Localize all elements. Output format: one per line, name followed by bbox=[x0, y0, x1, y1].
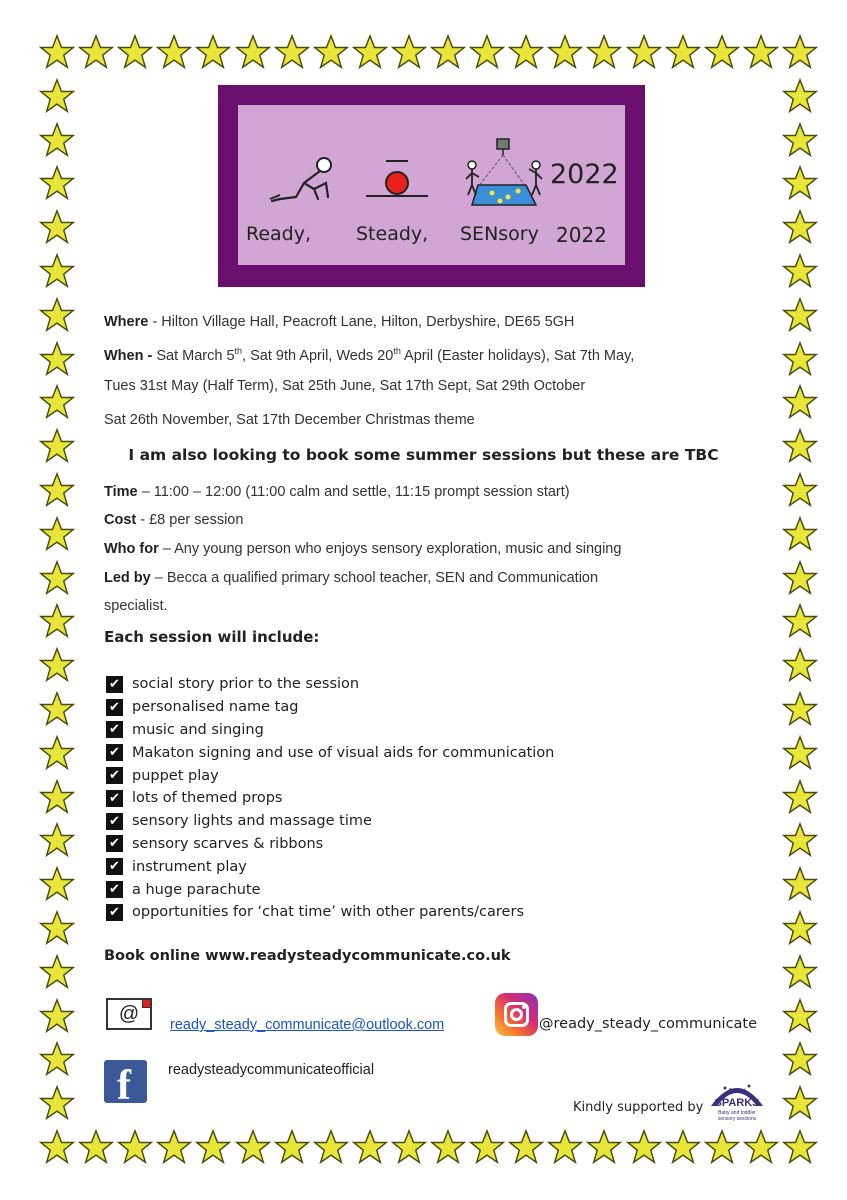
star-icon bbox=[782, 866, 818, 902]
star-icon bbox=[782, 341, 818, 377]
facebook-glyph: f bbox=[117, 1063, 131, 1103]
star-icon bbox=[586, 34, 622, 70]
crawling-figure-icon bbox=[266, 153, 336, 205]
include-item bbox=[106, 764, 554, 787]
star-icon bbox=[547, 34, 583, 70]
time-line bbox=[104, 484, 570, 500]
include-item-label: a huge parachute bbox=[132, 881, 261, 898]
star-icon bbox=[39, 1085, 75, 1121]
checkbox-tick-icon: ✔ bbox=[106, 835, 123, 852]
include-item-label: instrument play bbox=[132, 858, 247, 875]
email-notification-dot bbox=[142, 999, 151, 1008]
include-item bbox=[106, 833, 554, 856]
star-icon bbox=[39, 165, 75, 201]
star-icon bbox=[508, 34, 544, 70]
include-item-label: social story prior to the session bbox=[132, 676, 360, 693]
checkbox-tick-icon: ✔ bbox=[106, 881, 123, 898]
checkbox-tick-icon: ✔ bbox=[106, 858, 123, 875]
star-icon bbox=[782, 1041, 818, 1077]
when-part-2: , Sat 9th April, Weds 20 bbox=[242, 347, 394, 364]
star-icon bbox=[39, 472, 75, 508]
where-value: - Hilton Village Hall, Peacroft Lane, Hilton, Derbyshire, DE65 5GH bbox=[152, 314, 575, 330]
led-by-value: – Becca a qualified primary school teacher, SEN and Communication bbox=[150, 570, 599, 586]
when-line-1 bbox=[104, 346, 634, 364]
star-icon bbox=[313, 34, 349, 70]
star-icon bbox=[782, 735, 818, 771]
include-item-label: puppet play bbox=[132, 767, 219, 784]
star-icon bbox=[782, 910, 818, 946]
star-icon bbox=[782, 78, 818, 114]
star-icon bbox=[391, 34, 427, 70]
email-link[interactable]: ready_steady_communicate@outlook.com bbox=[170, 1017, 445, 1033]
star-icon bbox=[782, 779, 818, 815]
star-icon bbox=[39, 122, 75, 158]
include-item bbox=[106, 855, 554, 878]
where-label: Where bbox=[104, 314, 149, 330]
led-by-line bbox=[104, 570, 598, 586]
when-part-3: April (Easter holidays), Sat 7th May, bbox=[400, 347, 635, 364]
star-icon bbox=[39, 603, 75, 639]
star-icon bbox=[782, 122, 818, 158]
star-icon bbox=[39, 253, 75, 289]
star-icon bbox=[626, 1129, 662, 1165]
checkbox-tick-icon: ✔ bbox=[106, 699, 123, 716]
star-icon bbox=[782, 209, 818, 245]
star-icon bbox=[39, 560, 75, 596]
star-icon bbox=[39, 779, 75, 815]
email-at-glyph: @ bbox=[118, 1003, 140, 1025]
star-icon bbox=[782, 1085, 818, 1121]
include-item bbox=[106, 878, 554, 901]
baby-sparks-logo bbox=[705, 1076, 769, 1126]
star-icon bbox=[195, 34, 231, 70]
star-icon bbox=[39, 691, 75, 727]
star-icon bbox=[508, 1129, 544, 1165]
star-icon bbox=[743, 1129, 779, 1165]
star-icon bbox=[39, 735, 75, 771]
star-icon bbox=[704, 1129, 740, 1165]
star-icon bbox=[156, 1129, 192, 1165]
banner-year-top: 2022 bbox=[550, 159, 619, 190]
instagram-handle: @ready_steady_communicate bbox=[539, 1016, 758, 1032]
star-icon bbox=[782, 297, 818, 333]
when-part-1: Sat March 5 bbox=[152, 347, 235, 364]
star-icon bbox=[469, 1129, 505, 1165]
star-icon bbox=[430, 34, 466, 70]
star-icon bbox=[430, 1129, 466, 1165]
cost-value: - £8 per session bbox=[136, 512, 244, 528]
star-icon bbox=[39, 1041, 75, 1077]
checkbox-tick-icon: ✔ bbox=[106, 813, 123, 830]
include-item-label: Makaton signing and use of visual aids for communication bbox=[132, 744, 555, 761]
banner-label-ready: Ready, bbox=[246, 223, 312, 245]
includes-heading: Each session will include: bbox=[104, 628, 320, 646]
star-icon bbox=[352, 1129, 388, 1165]
star-icon bbox=[39, 822, 75, 858]
banner-label-sensory: SENsory bbox=[460, 223, 539, 245]
include-item bbox=[106, 810, 554, 833]
star-icon bbox=[39, 209, 75, 245]
star-icon bbox=[547, 1129, 583, 1165]
checkbox-tick-icon: ✔ bbox=[106, 904, 123, 921]
star-icon bbox=[782, 253, 818, 289]
star-icon bbox=[782, 34, 818, 70]
star-icon bbox=[39, 647, 75, 683]
time-label: Time bbox=[104, 484, 138, 500]
when-sup-2: th bbox=[393, 346, 401, 356]
include-item bbox=[106, 719, 554, 742]
star-icon bbox=[117, 34, 153, 70]
include-item bbox=[106, 741, 554, 764]
star-icon bbox=[156, 34, 192, 70]
facebook-icon[interactable] bbox=[104, 1060, 147, 1103]
facebook-handle: readysteadycommunicateofficial bbox=[168, 1062, 375, 1078]
who-for-value: – Any young person who enjoys sensory exploration, music and singing bbox=[158, 541, 622, 557]
star-icon bbox=[704, 34, 740, 70]
time-value: – 11:00 – 12:00 (11:00 calm and settle, 11:15 prompt session start) bbox=[137, 484, 570, 500]
include-item bbox=[106, 696, 554, 719]
star-icon bbox=[313, 1129, 349, 1165]
star-icon bbox=[782, 560, 818, 596]
star-icon bbox=[469, 34, 505, 70]
balance-ball-icon bbox=[364, 157, 430, 205]
when-line-2: Tues 31st May (Half Term), Sat 25th June, Sat 17th Sept, Sat 29th October bbox=[104, 378, 586, 394]
star-icon bbox=[39, 866, 75, 902]
include-item-label: sensory lights and massage time bbox=[132, 813, 372, 830]
title-banner bbox=[218, 85, 645, 287]
star-icon bbox=[235, 1129, 271, 1165]
include-item-label: opportunities for ‘chat time’ with other parents/carers bbox=[132, 904, 524, 921]
star-icon bbox=[39, 998, 75, 1034]
star-icon bbox=[743, 34, 779, 70]
star-icon bbox=[665, 1129, 701, 1165]
logo-top-text: BABY bbox=[728, 1089, 746, 1095]
star-icon bbox=[782, 384, 818, 420]
logo-name-text: SPARKS bbox=[714, 1097, 760, 1109]
star-icon bbox=[39, 1129, 75, 1165]
star-icon bbox=[782, 1129, 818, 1165]
star-icon bbox=[117, 1129, 153, 1165]
sensory-lights-icon bbox=[464, 137, 544, 209]
include-item-label: personalised name tag bbox=[132, 699, 299, 716]
star-icon bbox=[39, 384, 75, 420]
who-for-line bbox=[104, 541, 621, 557]
email-icon bbox=[106, 998, 152, 1030]
checkbox-tick-icon: ✔ bbox=[106, 790, 123, 807]
includes-list bbox=[106, 673, 554, 924]
star-icon bbox=[39, 297, 75, 333]
star-icon bbox=[235, 34, 271, 70]
who-for-label: Who for bbox=[104, 541, 159, 557]
banner-label-steady: Steady, bbox=[356, 223, 429, 245]
cost-line bbox=[104, 512, 243, 528]
star-icon bbox=[274, 1129, 310, 1165]
instagram-icon[interactable] bbox=[495, 993, 538, 1036]
where-line bbox=[104, 314, 574, 330]
include-item bbox=[106, 673, 554, 696]
led-by-line-2: specialist. bbox=[104, 598, 168, 614]
star-icon bbox=[39, 516, 75, 552]
star-icon bbox=[782, 165, 818, 201]
summer-sessions-notice: I am also looking to book some summer sessions but these are TBC bbox=[128, 446, 719, 464]
star-icon bbox=[195, 1129, 231, 1165]
star-icon bbox=[39, 910, 75, 946]
star-icon bbox=[586, 1129, 622, 1165]
include-item bbox=[106, 901, 554, 924]
star-icon bbox=[782, 472, 818, 508]
star-icon bbox=[352, 34, 388, 70]
star-icon bbox=[782, 822, 818, 858]
star-icon bbox=[665, 34, 701, 70]
star-icon bbox=[78, 1129, 114, 1165]
when-sup-1: th bbox=[234, 346, 243, 356]
include-item-label: sensory scarves & ribbons bbox=[132, 835, 324, 852]
book-online: Book online www.readysteadycommunicate.co.uk bbox=[104, 948, 511, 964]
star-icon bbox=[78, 34, 114, 70]
star-icon bbox=[782, 516, 818, 552]
include-item-label: lots of themed props bbox=[132, 790, 283, 807]
banner-year-bottom: 2022 bbox=[556, 223, 607, 247]
supported-by-text: Kindly supported by bbox=[573, 1100, 704, 1115]
checkbox-tick-icon: ✔ bbox=[106, 767, 123, 784]
star-icon bbox=[39, 954, 75, 990]
when-line-3: Sat 26th November, Sat 17th December Christmas theme bbox=[104, 412, 475, 428]
star-icon bbox=[391, 1129, 427, 1165]
include-item bbox=[106, 787, 554, 810]
checkbox-tick-icon: ✔ bbox=[106, 676, 123, 693]
include-item-label: music and singing bbox=[132, 721, 264, 738]
star-icon bbox=[782, 647, 818, 683]
logo-sub-text-2: sensory sessions bbox=[717, 1116, 757, 1122]
star-icon bbox=[782, 998, 818, 1034]
star-icon bbox=[782, 954, 818, 990]
checkbox-tick-icon: ✔ bbox=[106, 744, 123, 761]
star-icon bbox=[626, 34, 662, 70]
star-icon bbox=[39, 34, 75, 70]
star-icon bbox=[274, 34, 310, 70]
checkbox-tick-icon: ✔ bbox=[106, 721, 123, 738]
star-icon bbox=[39, 78, 75, 114]
when-label: When - bbox=[104, 347, 153, 364]
star-icon bbox=[782, 603, 818, 639]
logo-sub-text-1: Baby and toddler bbox=[718, 1110, 756, 1116]
star-icon bbox=[39, 341, 75, 377]
star-icon bbox=[782, 691, 818, 727]
cost-label: Cost bbox=[104, 512, 137, 528]
led-by-label: Led by bbox=[104, 570, 151, 586]
title-banner-inner bbox=[238, 105, 625, 265]
